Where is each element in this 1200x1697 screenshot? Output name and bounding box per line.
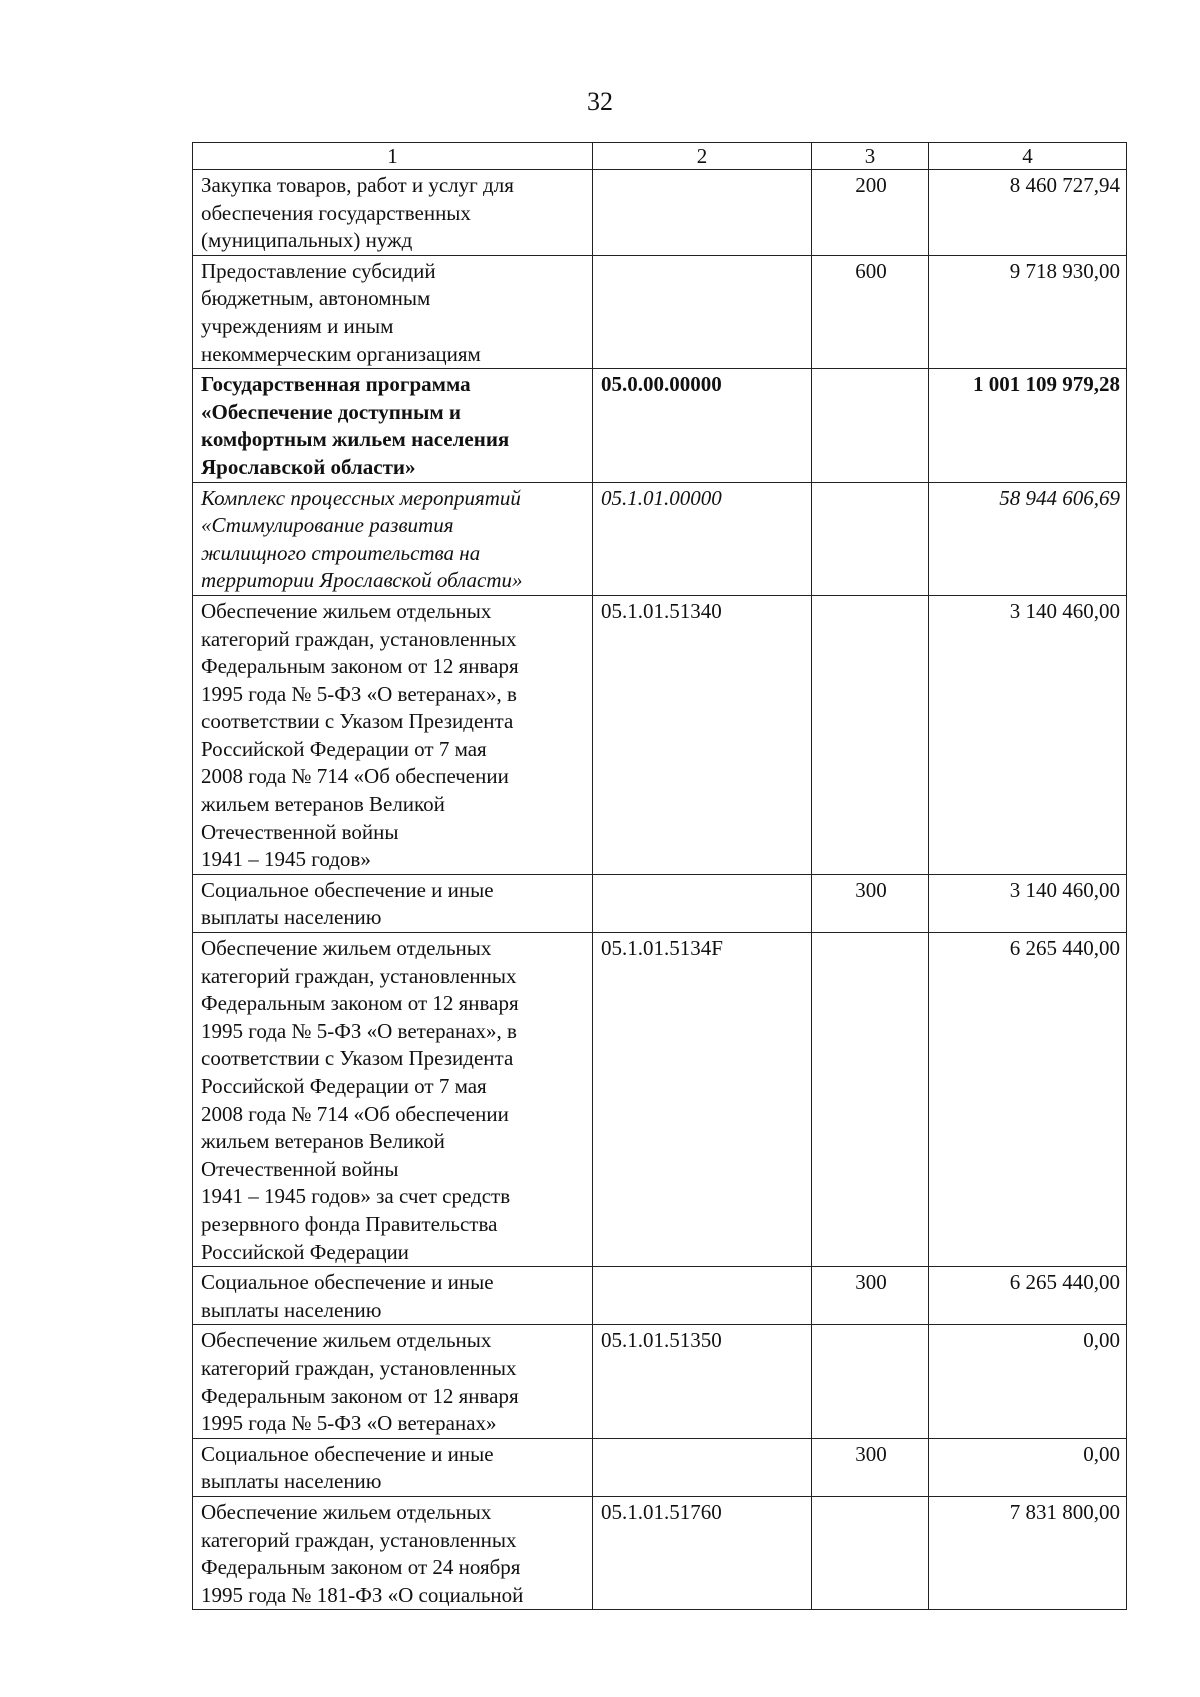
row-amount-cell: 0,00 bbox=[929, 1438, 1127, 1496]
row-amount-cell: 0,00 bbox=[929, 1325, 1127, 1438]
row-name-cell: Государственная программа «Обеспечение доступным и комфортным жильем населения Ярославской области» bbox=[193, 369, 593, 482]
row-type-cell bbox=[812, 595, 929, 874]
row-code-cell: 05.0.00.00000 bbox=[593, 369, 812, 482]
row-name-cell: Социальное обеспечение и иные выплаты населению bbox=[193, 1267, 593, 1325]
row-name-cell: Закупка товаров, работ и услуг для обеспечения государственных (муниципальных) нужд bbox=[193, 170, 593, 256]
row-type-cell bbox=[812, 369, 929, 482]
row-type-cell: 600 bbox=[812, 255, 929, 368]
table-row bbox=[193, 482, 1127, 595]
row-code-cell: 05.1.01.51760 bbox=[593, 1496, 812, 1609]
row-type-cell bbox=[812, 1496, 929, 1609]
row-amount-cell: 1 001 109 979,28 bbox=[929, 369, 1127, 482]
row-code-cell: 05.1.01.51350 bbox=[593, 1325, 812, 1438]
table-row bbox=[193, 933, 1127, 1267]
row-code-cell bbox=[593, 1438, 812, 1496]
table-body bbox=[193, 143, 1127, 1610]
row-code-cell: 05.1.01.51340 bbox=[593, 595, 812, 874]
row-code-cell: 05.1.01.00000 bbox=[593, 482, 812, 595]
row-amount-cell: 8 460 727,94 bbox=[929, 170, 1127, 256]
row-type-cell: 200 bbox=[812, 170, 929, 256]
page-number: 32 bbox=[587, 87, 613, 116]
row-type-cell: 300 bbox=[812, 1267, 929, 1325]
row-name-cell: Обеспечение жильем отдельных категорий граждан, установленных Федеральным законом от 24 ноября 1995 года № 181-ФЗ «О социальной bbox=[193, 1496, 593, 1609]
row-amount-cell: 3 140 460,00 bbox=[929, 874, 1127, 932]
row-amount-cell: 58 944 606,69 bbox=[929, 482, 1127, 595]
row-name-cell: Комплекс процессных мероприятий «Стимулирование развития жилищного строительства на территории Ярославской области» bbox=[193, 482, 593, 595]
row-type-cell bbox=[812, 1325, 929, 1438]
table-row bbox=[193, 874, 1127, 932]
header-col-1: 1 bbox=[193, 143, 593, 170]
row-name-cell: Предоставление субсидий бюджетным, автономным учреждениям и иным некоммерческим организациям bbox=[193, 255, 593, 368]
table-row bbox=[193, 1496, 1127, 1609]
table-row bbox=[193, 170, 1127, 256]
row-code-cell bbox=[593, 1267, 812, 1325]
row-name-cell: Социальное обеспечение и иные выплаты населению bbox=[193, 874, 593, 932]
table-row bbox=[193, 369, 1127, 482]
row-name-cell: Обеспечение жильем отдельных категорий граждан, установленных Федеральным законом от 12 января 1995 года № 5-ФЗ «О ветеранах» bbox=[193, 1325, 593, 1438]
row-type-cell: 300 bbox=[812, 1438, 929, 1496]
row-code-cell bbox=[593, 170, 812, 256]
row-type-cell: 300 bbox=[812, 874, 929, 932]
row-name-cell: Социальное обеспечение и иные выплаты населению bbox=[193, 1438, 593, 1496]
row-type-cell bbox=[812, 933, 929, 1267]
table-row bbox=[193, 1267, 1127, 1325]
row-code-cell: 05.1.01.5134F bbox=[593, 933, 812, 1267]
table-row bbox=[193, 595, 1127, 874]
row-amount-cell: 6 265 440,00 bbox=[929, 933, 1127, 1267]
row-name-cell: Обеспечение жильем отдельных категорий граждан, установленных Федеральным законом от 12 января 1995 года № 5-ФЗ «О ветеранах», в соответствии с Указом Президента Российской Федерации от 7 мая 2008 года № 714 «Об обеспечении жильем ветеранов Великой Отечественной войны 1941 – 1945 годов» bbox=[193, 595, 593, 874]
row-code-cell bbox=[593, 874, 812, 932]
row-amount-cell: 3 140 460,00 bbox=[929, 595, 1127, 874]
budget-table bbox=[192, 142, 1127, 1610]
header-col-3: 3 bbox=[812, 143, 929, 170]
header-row bbox=[193, 143, 1127, 170]
table-row bbox=[193, 1438, 1127, 1496]
table-row bbox=[193, 255, 1127, 368]
row-amount-cell: 6 265 440,00 bbox=[929, 1267, 1127, 1325]
row-name-cell: Обеспечение жильем отдельных категорий граждан, установленных Федеральным законом от 12 января 1995 года № 5-ФЗ «О ветеранах», в соответствии с Указом Президента Российской Федерации от 7 мая 2008 года № 714 «Об обеспечении жильем ветеранов Великой Отечественной войны 1941 – 1945 годов» за счет средств резервного фонда Правительства Российской Федерации bbox=[193, 933, 593, 1267]
row-amount-cell: 9 718 930,00 bbox=[929, 255, 1127, 368]
row-type-cell bbox=[812, 482, 929, 595]
header-col-4: 4 bbox=[929, 143, 1127, 170]
row-amount-cell: 7 831 800,00 bbox=[929, 1496, 1127, 1609]
header-col-2: 2 bbox=[593, 143, 812, 170]
table-row bbox=[193, 1325, 1127, 1438]
row-code-cell bbox=[593, 255, 812, 368]
